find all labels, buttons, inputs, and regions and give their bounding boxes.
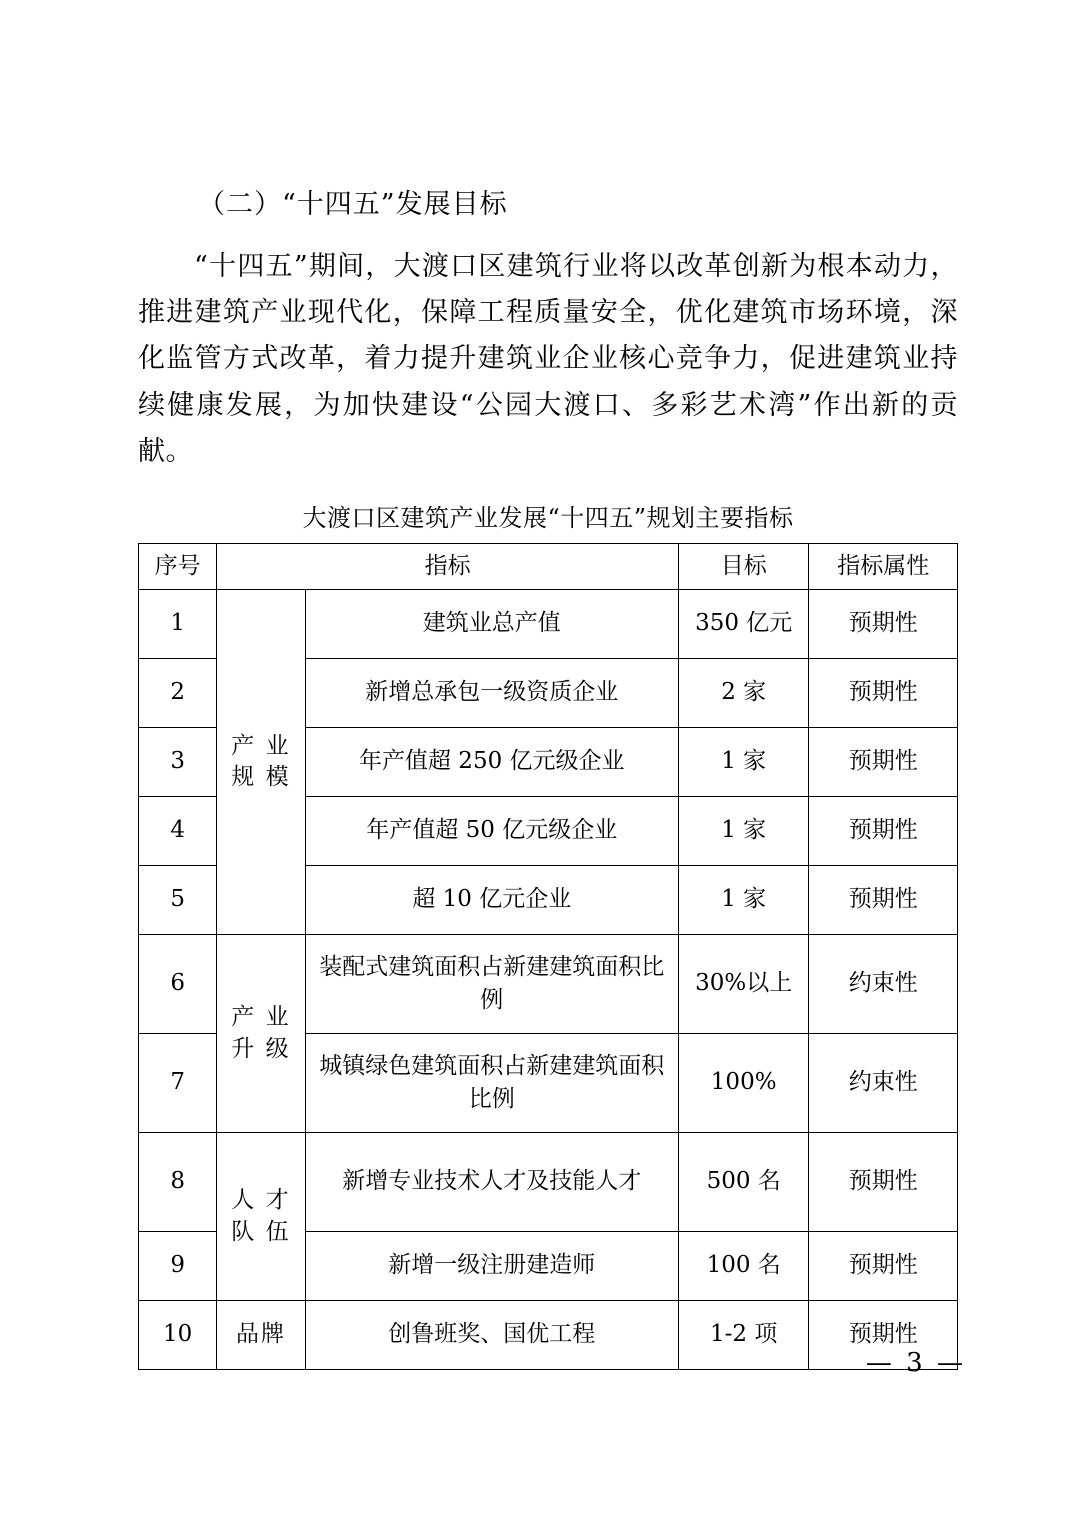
- cell-indicator: 超 10 亿元企业: [305, 866, 678, 935]
- cell-seq: 7: [139, 1034, 217, 1133]
- cell-indicator: 新增总承包一级资质企业: [305, 659, 678, 728]
- cell-attribute: 预期性: [809, 1301, 958, 1370]
- category-scale-line2: 规 模: [231, 764, 291, 791]
- cell-seq: 8: [139, 1133, 217, 1232]
- table-title: 大渡口区建筑产业发展“十四五”规划主要指标: [302, 503, 794, 532]
- header-target: 目标: [678, 543, 808, 589]
- table-header-row: [139, 543, 958, 589]
- page-number: — 3 —: [865, 1348, 966, 1378]
- cell-indicator: 年产值超 50 亿元级企业: [305, 797, 678, 866]
- cell-attribute: 预期性: [809, 590, 958, 659]
- category-upgrade-line1: 产 业: [231, 1004, 291, 1031]
- cell-attribute: 预期性: [809, 659, 958, 728]
- cell-target: 1 家: [678, 866, 808, 935]
- category-scale-line1: 产 业: [231, 732, 291, 759]
- cell-target: 500 名: [678, 1133, 808, 1232]
- header-attribute: 指标属性: [809, 543, 958, 589]
- cell-target: 100%: [678, 1034, 808, 1133]
- cell-seq: 4: [139, 797, 217, 866]
- cell-category-upgrade: [217, 935, 305, 1133]
- indicators-table: [138, 543, 958, 1370]
- table-row: [139, 935, 958, 1034]
- section-heading: （二）“十四五”发展目标: [198, 189, 508, 220]
- cell-indicator: 新增一级注册建造师: [305, 1232, 678, 1301]
- cell-attribute: 预期性: [809, 1133, 958, 1232]
- cell-seq: 1: [139, 590, 217, 659]
- category-talent-line1: 人 才: [231, 1187, 291, 1214]
- table-row: [139, 590, 958, 659]
- cell-target: 1-2 项: [678, 1301, 808, 1370]
- cell-attribute: 预期性: [809, 797, 958, 866]
- cell-indicator: 新增专业技术人才及技能人才: [305, 1133, 678, 1232]
- cell-target: 350 亿元: [678, 590, 808, 659]
- cell-target: 1 家: [678, 797, 808, 866]
- cell-seq: 2: [139, 659, 217, 728]
- cell-indicator: 年产值超 250 亿元级企业: [305, 728, 678, 797]
- category-upgrade-line2: 升 级: [231, 1035, 291, 1062]
- cell-attribute: 约束性: [809, 1034, 958, 1133]
- cell-indicator: 建筑业总产值: [305, 590, 678, 659]
- cell-attribute: 预期性: [809, 866, 958, 935]
- section-paragraph: “十四五”期间，大渡口区建筑行业将以改革创新为根本动力，推进建筑产业现代化，保障工程质量安全，优化建筑市场环境，深化监管方式改革，着力提升建筑业企业核心竞争力，促进建筑业持续健康发展，为加快建设“公园大渡口、多彩艺术湾”作出新的贡献。: [138, 250, 958, 468]
- cell-category-brand: 品牌: [217, 1301, 305, 1370]
- table-row: [139, 1133, 958, 1232]
- cell-seq: 5: [139, 866, 217, 935]
- cell-indicator: 城镇绿色建筑面积占新建建筑面积比例: [305, 1034, 678, 1133]
- cell-indicator: 创鲁班奖、国优工程: [305, 1301, 678, 1370]
- cell-attribute: 预期性: [809, 1232, 958, 1301]
- cell-indicator: 装配式建筑面积占新建建筑面积比例: [305, 935, 678, 1034]
- cell-target: 100 名: [678, 1232, 808, 1301]
- cell-seq: 9: [139, 1232, 217, 1301]
- header-indicator: 指标: [217, 543, 679, 589]
- cell-target: 30%以上: [678, 935, 808, 1034]
- header-seq: 序号: [139, 543, 217, 589]
- cell-category-scale: [217, 590, 305, 935]
- cell-seq: 6: [139, 935, 217, 1034]
- cell-target: 2 家: [678, 659, 808, 728]
- cell-target: 1 家: [678, 728, 808, 797]
- cell-seq: 3: [139, 728, 217, 797]
- cell-attribute: 预期性: [809, 728, 958, 797]
- category-talent-line2: 队 伍: [231, 1218, 291, 1245]
- page-content: [138, 185, 958, 1370]
- cell-attribute: 约束性: [809, 935, 958, 1034]
- cell-seq: 10: [139, 1301, 217, 1370]
- cell-category-talent: [217, 1133, 305, 1301]
